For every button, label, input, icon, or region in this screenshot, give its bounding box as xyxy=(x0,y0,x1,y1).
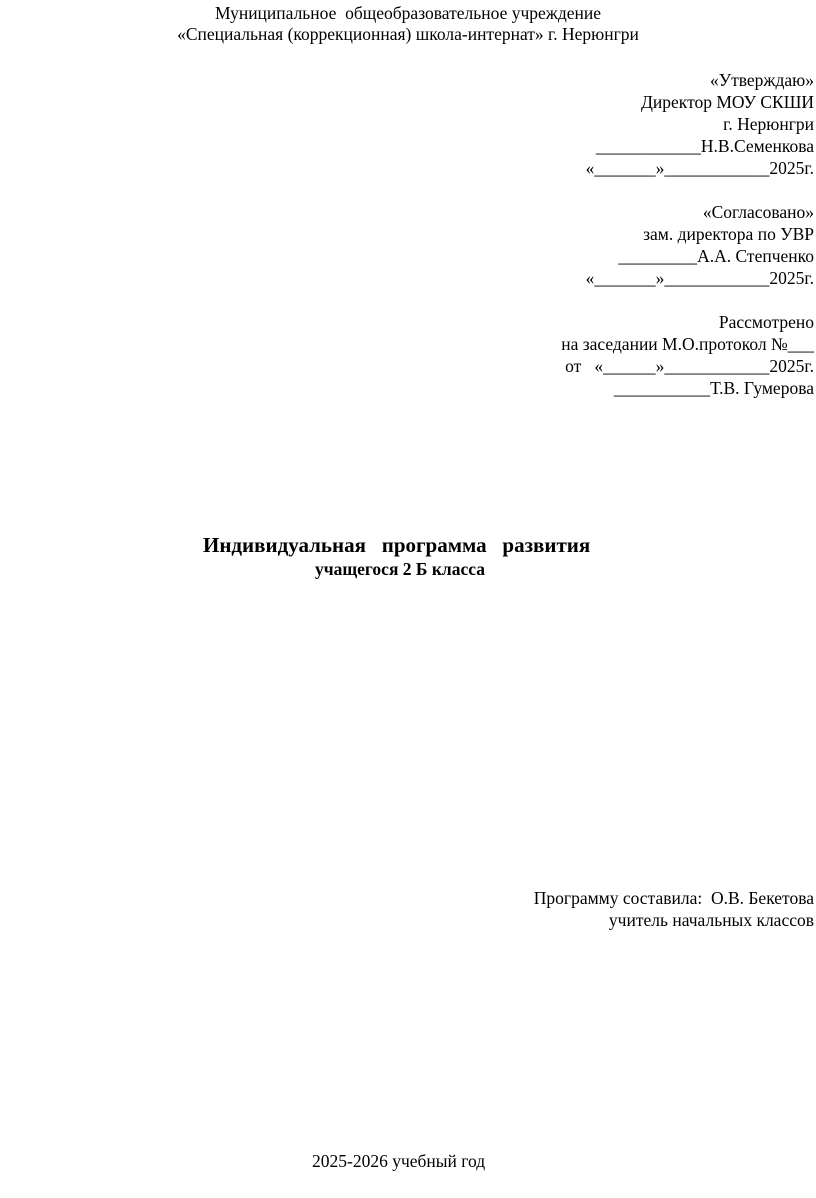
author-line-1: Программу составила: О.В. Бекетова xyxy=(533,888,814,908)
approved-date: «_______»____________2025г. xyxy=(585,158,814,178)
agreed-signature: _________А.А. Степченко xyxy=(618,246,814,266)
reviewed-signature: ___________Т.В. Гумерова xyxy=(613,378,814,398)
academic-year: 2025-2026 учебный год xyxy=(312,1151,486,1171)
agreed-position: зам. директора по УВР xyxy=(643,224,814,244)
reviewed-date: от «______»____________2025г. xyxy=(565,356,814,376)
reviewed-title: Рассмотрено xyxy=(718,312,814,332)
reviewed-meeting: на заседании М.О.протокол №___ xyxy=(561,334,814,354)
approved-title: «Утверждаю» xyxy=(709,70,814,90)
institution-line-2: «Специальная (коррекционная) школа-интернат» г. Нерюнгри xyxy=(177,24,639,44)
institution-line-1: Муниципальное общеобразовательное учреждение xyxy=(214,3,602,23)
approved-position: Директор МОУ СКШИ xyxy=(640,92,814,112)
agreed-date: «_______»____________2025г. xyxy=(585,268,814,288)
program-title: Индивидуальная программа развития xyxy=(203,533,591,557)
agreed-title: «Согласовано» xyxy=(702,202,814,222)
program-subtitle: учащегося 2 Б класса xyxy=(315,559,486,579)
approved-signature: ____________Н.В.Семенкова xyxy=(595,136,814,156)
author-line-2: учитель начальных классов xyxy=(608,910,814,930)
approved-city: г. Нерюнгри xyxy=(723,114,814,134)
